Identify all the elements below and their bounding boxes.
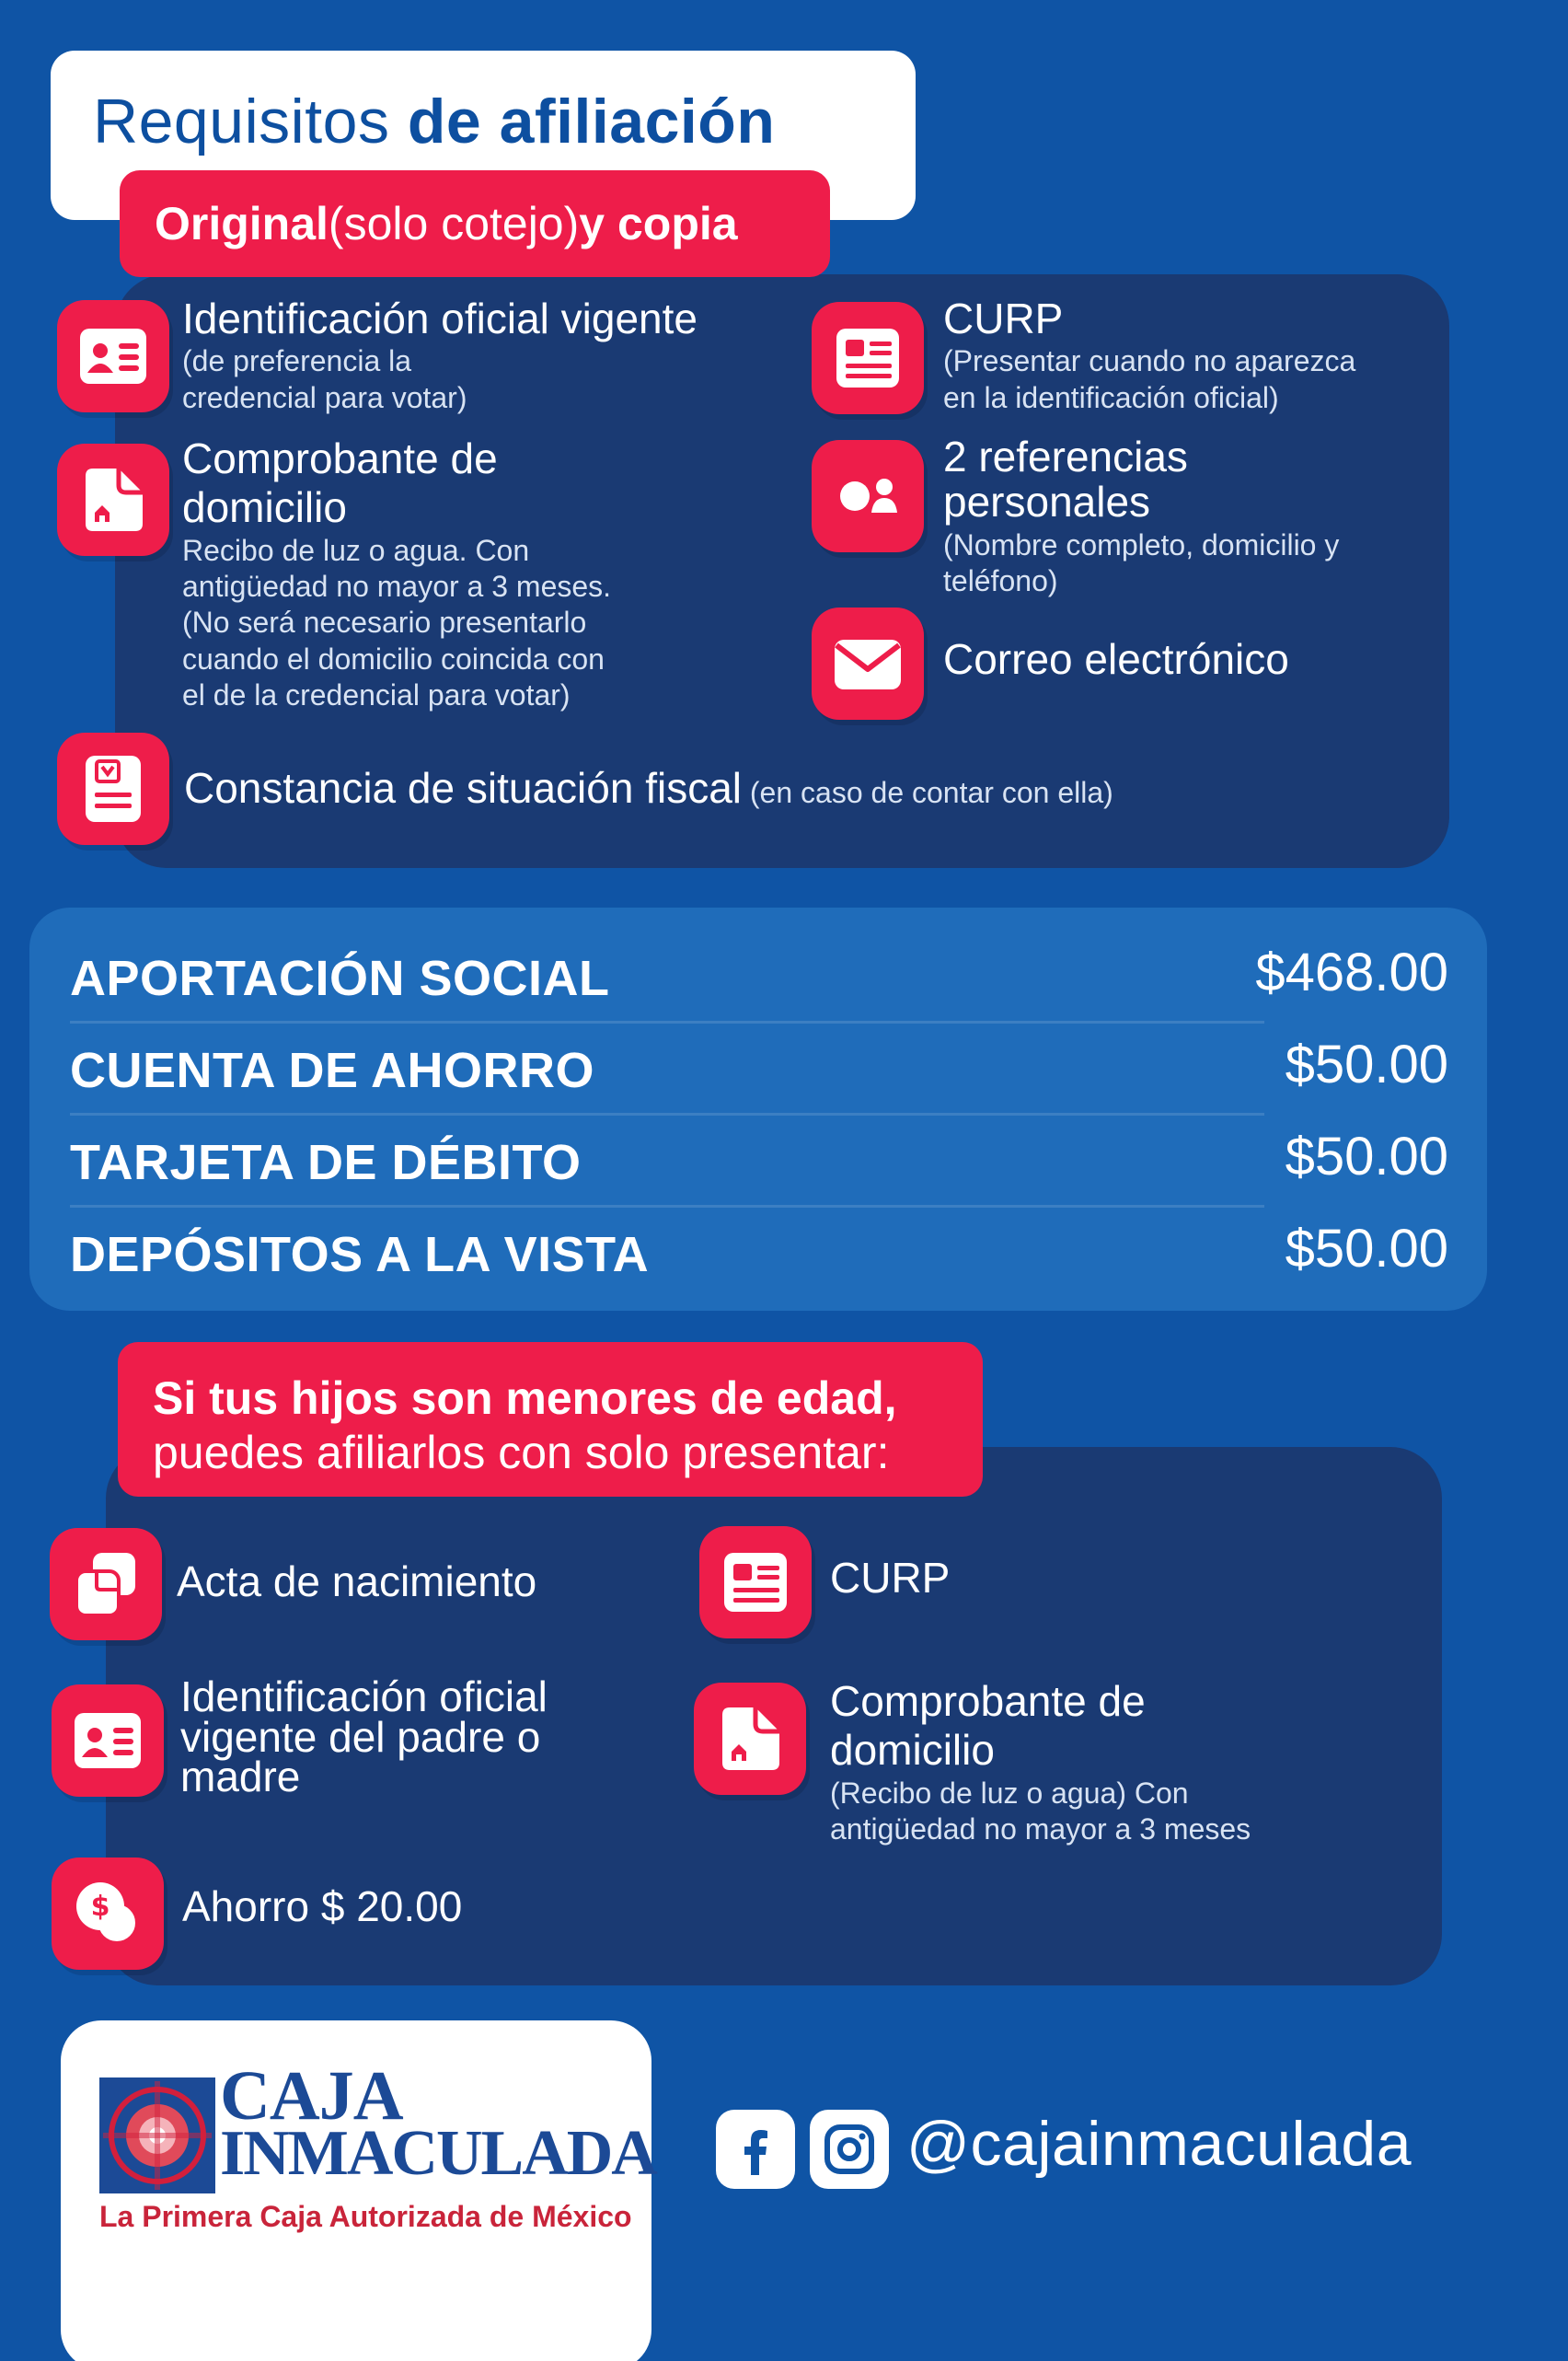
social-handle[interactable]: @cajainmaculada: [906, 2109, 1412, 2179]
req-constancia-sub: (en caso de contar con ella): [742, 776, 1113, 809]
req-referencias-title: personales: [943, 478, 1151, 527]
instagram-icon[interactable]: [810, 2110, 889, 2189]
req-constancia: [184, 764, 1113, 813]
house-document-icon: [694, 1683, 806, 1795]
envelope-icon: [812, 608, 924, 720]
minor-comprobante-sub: antigüedad no mayor a 3 meses: [830, 1812, 1251, 1846]
cost-value: $468.00: [1255, 943, 1448, 1002]
minors-banner-line2: puedes afiliarlos con solo presentar:: [153, 1427, 890, 1478]
req-correo-title: Correo electrónico: [943, 635, 1289, 683]
facebook-icon[interactable]: [716, 2110, 795, 2189]
minor-identificacion-title: Identificación oficial: [180, 1672, 548, 1720]
req-comprobante-title: Comprobante de: [182, 434, 498, 482]
cost-label: DEPÓSITOS A LA VISTA: [70, 1227, 650, 1282]
req-constancia-title: Constancia de situación fiscal: [184, 764, 742, 812]
minors-banner: [118, 1342, 983, 1497]
minor-comprobante-sub: (Recibo de luz o agua) Con: [830, 1776, 1189, 1810]
req-comprobante: [182, 434, 611, 714]
req-comprobante-sub: el de la credencial para votar): [182, 678, 571, 712]
svg-text:$: $: [90, 1891, 110, 1923]
req-referencias-title: 2 referencias: [943, 433, 1188, 480]
req-identificacion: [182, 295, 698, 416]
req-identificacion-sub: (de preferencia la: [182, 344, 412, 378]
document-lines-icon: [812, 302, 924, 414]
cost-value: $50.00: [1285, 1035, 1448, 1094]
minor-comprobante-title: Comprobante de: [830, 1677, 1146, 1725]
logo-line1: CAJA: [220, 2057, 403, 2135]
minors-banner-line1: Si tus hijos son menores de edad,: [153, 1372, 897, 1424]
cost-label: TARJETA DE DÉBITO: [70, 1135, 582, 1190]
cost-value: $50.00: [1285, 1219, 1448, 1279]
cost-row: [70, 1116, 1448, 1208]
logo-line2: INMACULADA: [220, 2118, 656, 2190]
req-identificacion-title: Identificación oficial vigente: [182, 295, 698, 342]
req-curp-sub: en la identificación oficial): [943, 380, 1279, 414]
minor-comprobante: [830, 1677, 1251, 1847]
copy-document-icon: [50, 1528, 162, 1640]
minor-identificacion-title: madre: [180, 1753, 301, 1801]
req-comprobante-sub: Recibo de luz o agua. Con: [182, 533, 530, 567]
minor-ahorro-title: Ahorro $ 20.00: [182, 1882, 463, 1930]
cost-row: [70, 1024, 1448, 1116]
logo-tagline: La Primera Caja Autorizada de México: [99, 2200, 632, 2233]
original-copy-banner: Original (solo cotejo) y copia: [120, 170, 830, 277]
req-referencias-sub: teléfono): [943, 564, 1058, 598]
logo-wordmark: [220, 2057, 656, 2190]
cost-label: APORTACIÓN SOCIAL: [70, 951, 610, 1006]
cost-value: $50.00: [1285, 1127, 1448, 1186]
id-card-icon: [52, 1684, 164, 1797]
minor-identificacion-title: vigente del padre o: [180, 1712, 541, 1761]
req-referencias-sub: (Nombre completo, domicilio y: [943, 527, 1340, 561]
id-card-icon: [57, 300, 169, 412]
req-referencias: [943, 433, 1339, 599]
req-comprobante-sub: (No será necesario presentarlo: [182, 606, 587, 640]
people-icon: [812, 440, 924, 552]
req-comprobante-title: domicilio: [182, 483, 347, 532]
cost-row: [70, 932, 1448, 1024]
minor-identificacion: [180, 1672, 548, 1801]
req-curp-sub: (Presentar cuando no aparezca: [943, 344, 1356, 378]
logo-card: [61, 2020, 656, 2361]
logo-emblem: [99, 2077, 215, 2193]
costs-box: [29, 908, 1487, 1311]
cost-label: CUENTA DE AHORRO: [70, 1043, 594, 1098]
minor-curp-title: CURP: [830, 1554, 951, 1602]
document-lines-icon: [699, 1526, 812, 1638]
minor-acta-title: Acta de nacimiento: [177, 1557, 537, 1605]
req-curp: [943, 295, 1355, 416]
minor-comprobante-title: domicilio: [830, 1726, 995, 1775]
coins-icon: [52, 1858, 164, 1970]
house-document-icon: [57, 444, 169, 556]
req-identificacion-sub: credencial para votar): [182, 380, 467, 414]
req-curp-title: CURP: [943, 295, 1064, 342]
page-title: Requisitos de afiliación: [93, 87, 776, 156]
req-comprobante-sub: antigüedad no mayor a 3 meses.: [182, 570, 612, 604]
fiscal-document-icon: [57, 733, 169, 845]
req-comprobante-sub: cuando el domicilio coincida con: [182, 642, 605, 676]
cost-row: [70, 1208, 1448, 1300]
